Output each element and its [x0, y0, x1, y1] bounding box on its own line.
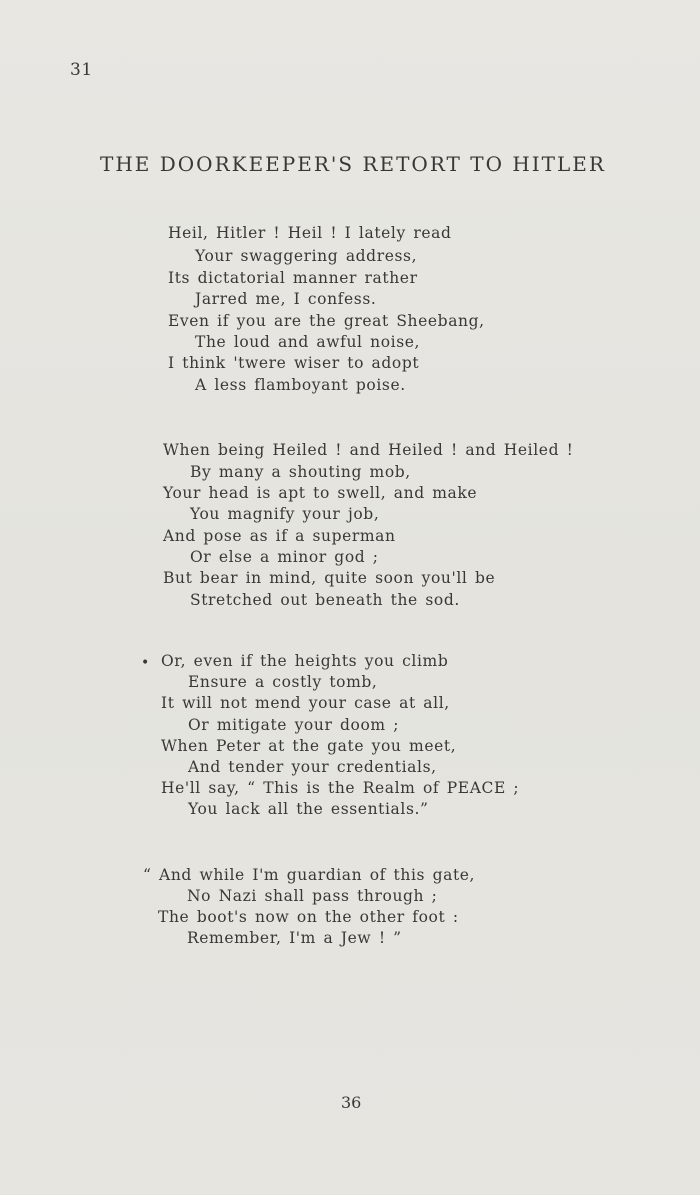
poem-line: Ensure a costly tomb, — [188, 673, 378, 691]
poem-line: Stretched out beneath the sod. — [190, 591, 460, 609]
poem-line: Or mitigate your doom ; — [188, 716, 400, 734]
poem-line: And tender your credentials, — [188, 758, 437, 776]
poem-line: The loud and awful noise, — [195, 333, 421, 351]
poem-line: You magnify your job, — [190, 505, 380, 523]
poem-line: Or, even if the heights you climb — [161, 652, 449, 670]
poem-line: Heil, Hitler ! Heil ! I lately read — [168, 224, 452, 242]
poem-line: Its dictatorial manner rather — [168, 269, 418, 287]
poem-line: “ And while I'm guardian of this gate, — [143, 866, 476, 884]
poem-line: I think 'twere wiser to adopt — [168, 354, 420, 372]
poem-line: Remember, I'm a Jew ! ” — [187, 929, 402, 947]
poem-line: By many a shouting mob, — [190, 463, 411, 481]
poem-line: And pose as if a superman — [163, 527, 396, 545]
poem-line: He'll say, “ This is the Realm of PEACE ; — [161, 779, 520, 797]
poem-line: Even if you are the great Sheebang, — [168, 312, 485, 330]
poem-line: When being Heiled ! and Heiled ! and Heiled ! — [163, 441, 574, 459]
poem-line: A less flamboyant poise. — [195, 376, 406, 394]
poem-line: Your head is apt to swell, and make — [163, 484, 478, 502]
poem-line: You lack all the essentials.” — [188, 800, 429, 818]
poem-line: The boot's now on the other foot : — [158, 908, 459, 926]
poem-line: Or else a minor god ; — [190, 548, 379, 566]
stray-ink-dot: • — [141, 655, 150, 671]
poem-line: No Nazi shall pass through ; — [187, 887, 438, 905]
poem-line: Your swaggering address, — [195, 247, 418, 265]
poem-line: It will not mend your case at all, — [161, 694, 450, 712]
poem-line: But bear in mind, quite soon you'll be — [163, 569, 496, 587]
page-number: 36 — [341, 1093, 362, 1112]
poem-line: Jarred me, I confess. — [195, 290, 377, 308]
poem-line: When Peter at the gate you meet, — [161, 737, 457, 755]
poem-title: THE DOORKEEPER'S RETORT TO HITLER — [100, 152, 606, 176]
corner-page-number: 31 — [70, 60, 93, 80]
